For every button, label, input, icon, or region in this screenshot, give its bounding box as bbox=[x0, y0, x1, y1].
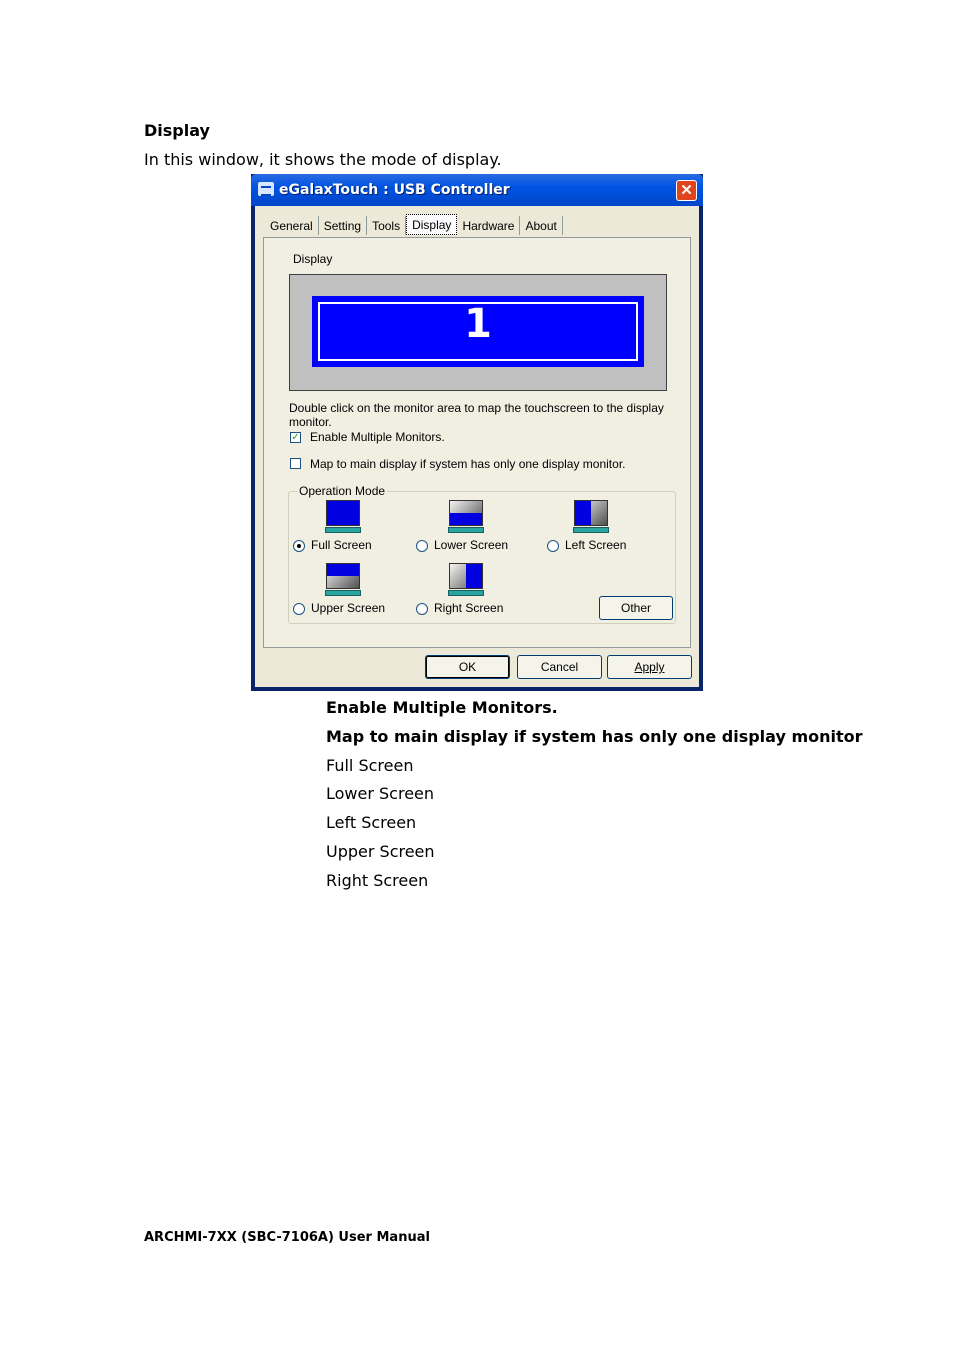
enable-multiple-label: Enable Multiple Monitors. bbox=[310, 430, 445, 444]
right-screen-label: Right Screen bbox=[434, 601, 504, 615]
lower-screen-radio[interactable] bbox=[416, 540, 428, 552]
monitor-number: 1 bbox=[464, 301, 492, 347]
desc-right: Right Screen bbox=[326, 871, 429, 890]
cancel-button[interactable]: Cancel bbox=[517, 655, 602, 679]
display-panel bbox=[263, 237, 691, 648]
desc-left: Left Screen bbox=[326, 813, 417, 832]
title-bar[interactable] bbox=[251, 174, 703, 206]
app-icon bbox=[258, 182, 274, 196]
tab-strip bbox=[265, 216, 563, 238]
section-heading: Display bbox=[144, 121, 210, 140]
desc-lower: Lower Screen bbox=[326, 784, 435, 803]
apply-button[interactable]: Apply bbox=[607, 655, 692, 679]
upper-screen-radio[interactable] bbox=[293, 603, 305, 615]
tab-hardware[interactable]: Hardware bbox=[457, 216, 520, 235]
other-button[interactable]: Other bbox=[599, 596, 673, 620]
map-main-label: Map to main display if system has only one display monitor. bbox=[310, 457, 626, 471]
tab-about[interactable]: About bbox=[520, 216, 562, 235]
desc-full: Full Screen bbox=[326, 756, 414, 775]
display-label: Display bbox=[293, 252, 333, 266]
right-screen-icon bbox=[448, 563, 484, 597]
lower-screen-icon bbox=[448, 500, 484, 534]
monitor-1[interactable] bbox=[312, 296, 644, 367]
left-screen-icon bbox=[573, 500, 609, 534]
full-screen-icon bbox=[325, 500, 361, 534]
left-screen-label: Left Screen bbox=[565, 538, 627, 552]
operation-mode-group bbox=[288, 484, 676, 624]
egalax-dialog bbox=[251, 174, 703, 691]
desc-map: Map to main display if system has only one display monitor bbox=[326, 727, 863, 746]
full-screen-label: Full Screen bbox=[311, 538, 372, 552]
desc-upper: Upper Screen bbox=[326, 842, 435, 861]
tab-setting[interactable]: Setting bbox=[319, 216, 367, 235]
intro-text: In this window, it shows the mode of display. bbox=[144, 150, 502, 169]
tab-display[interactable]: Display bbox=[406, 214, 457, 235]
monitor-area[interactable] bbox=[289, 274, 667, 391]
desc-enable: Enable Multiple Monitors. bbox=[326, 698, 558, 717]
window-title: eGalaxTouch : USB Controller bbox=[279, 182, 510, 198]
left-screen-radio[interactable] bbox=[547, 540, 559, 552]
ok-button[interactable]: OK bbox=[425, 655, 510, 679]
instruction-text: Double click on the monitor area to map the touchscreen to the display monitor. bbox=[289, 401, 664, 429]
upper-screen-label: Upper Screen bbox=[311, 601, 386, 615]
upper-screen-icon bbox=[325, 563, 361, 597]
full-screen-radio[interactable] bbox=[293, 540, 305, 552]
right-screen-radio[interactable] bbox=[416, 603, 428, 615]
enable-multiple-checkbox[interactable]: ✓ bbox=[291, 432, 300, 443]
dialog-body bbox=[255, 206, 699, 687]
lower-screen-label: Lower Screen bbox=[434, 538, 509, 552]
tab-general[interactable]: General bbox=[265, 216, 319, 235]
page-footer: ARCHMI-7XX (SBC-7106A) User Manual bbox=[144, 1230, 430, 1245]
close-button[interactable]: ✕ bbox=[676, 180, 697, 201]
tab-tools[interactable]: Tools bbox=[367, 216, 406, 235]
operation-mode-title: Operation Mode bbox=[299, 484, 386, 498]
map-main-checkbox[interactable] bbox=[290, 458, 301, 469]
